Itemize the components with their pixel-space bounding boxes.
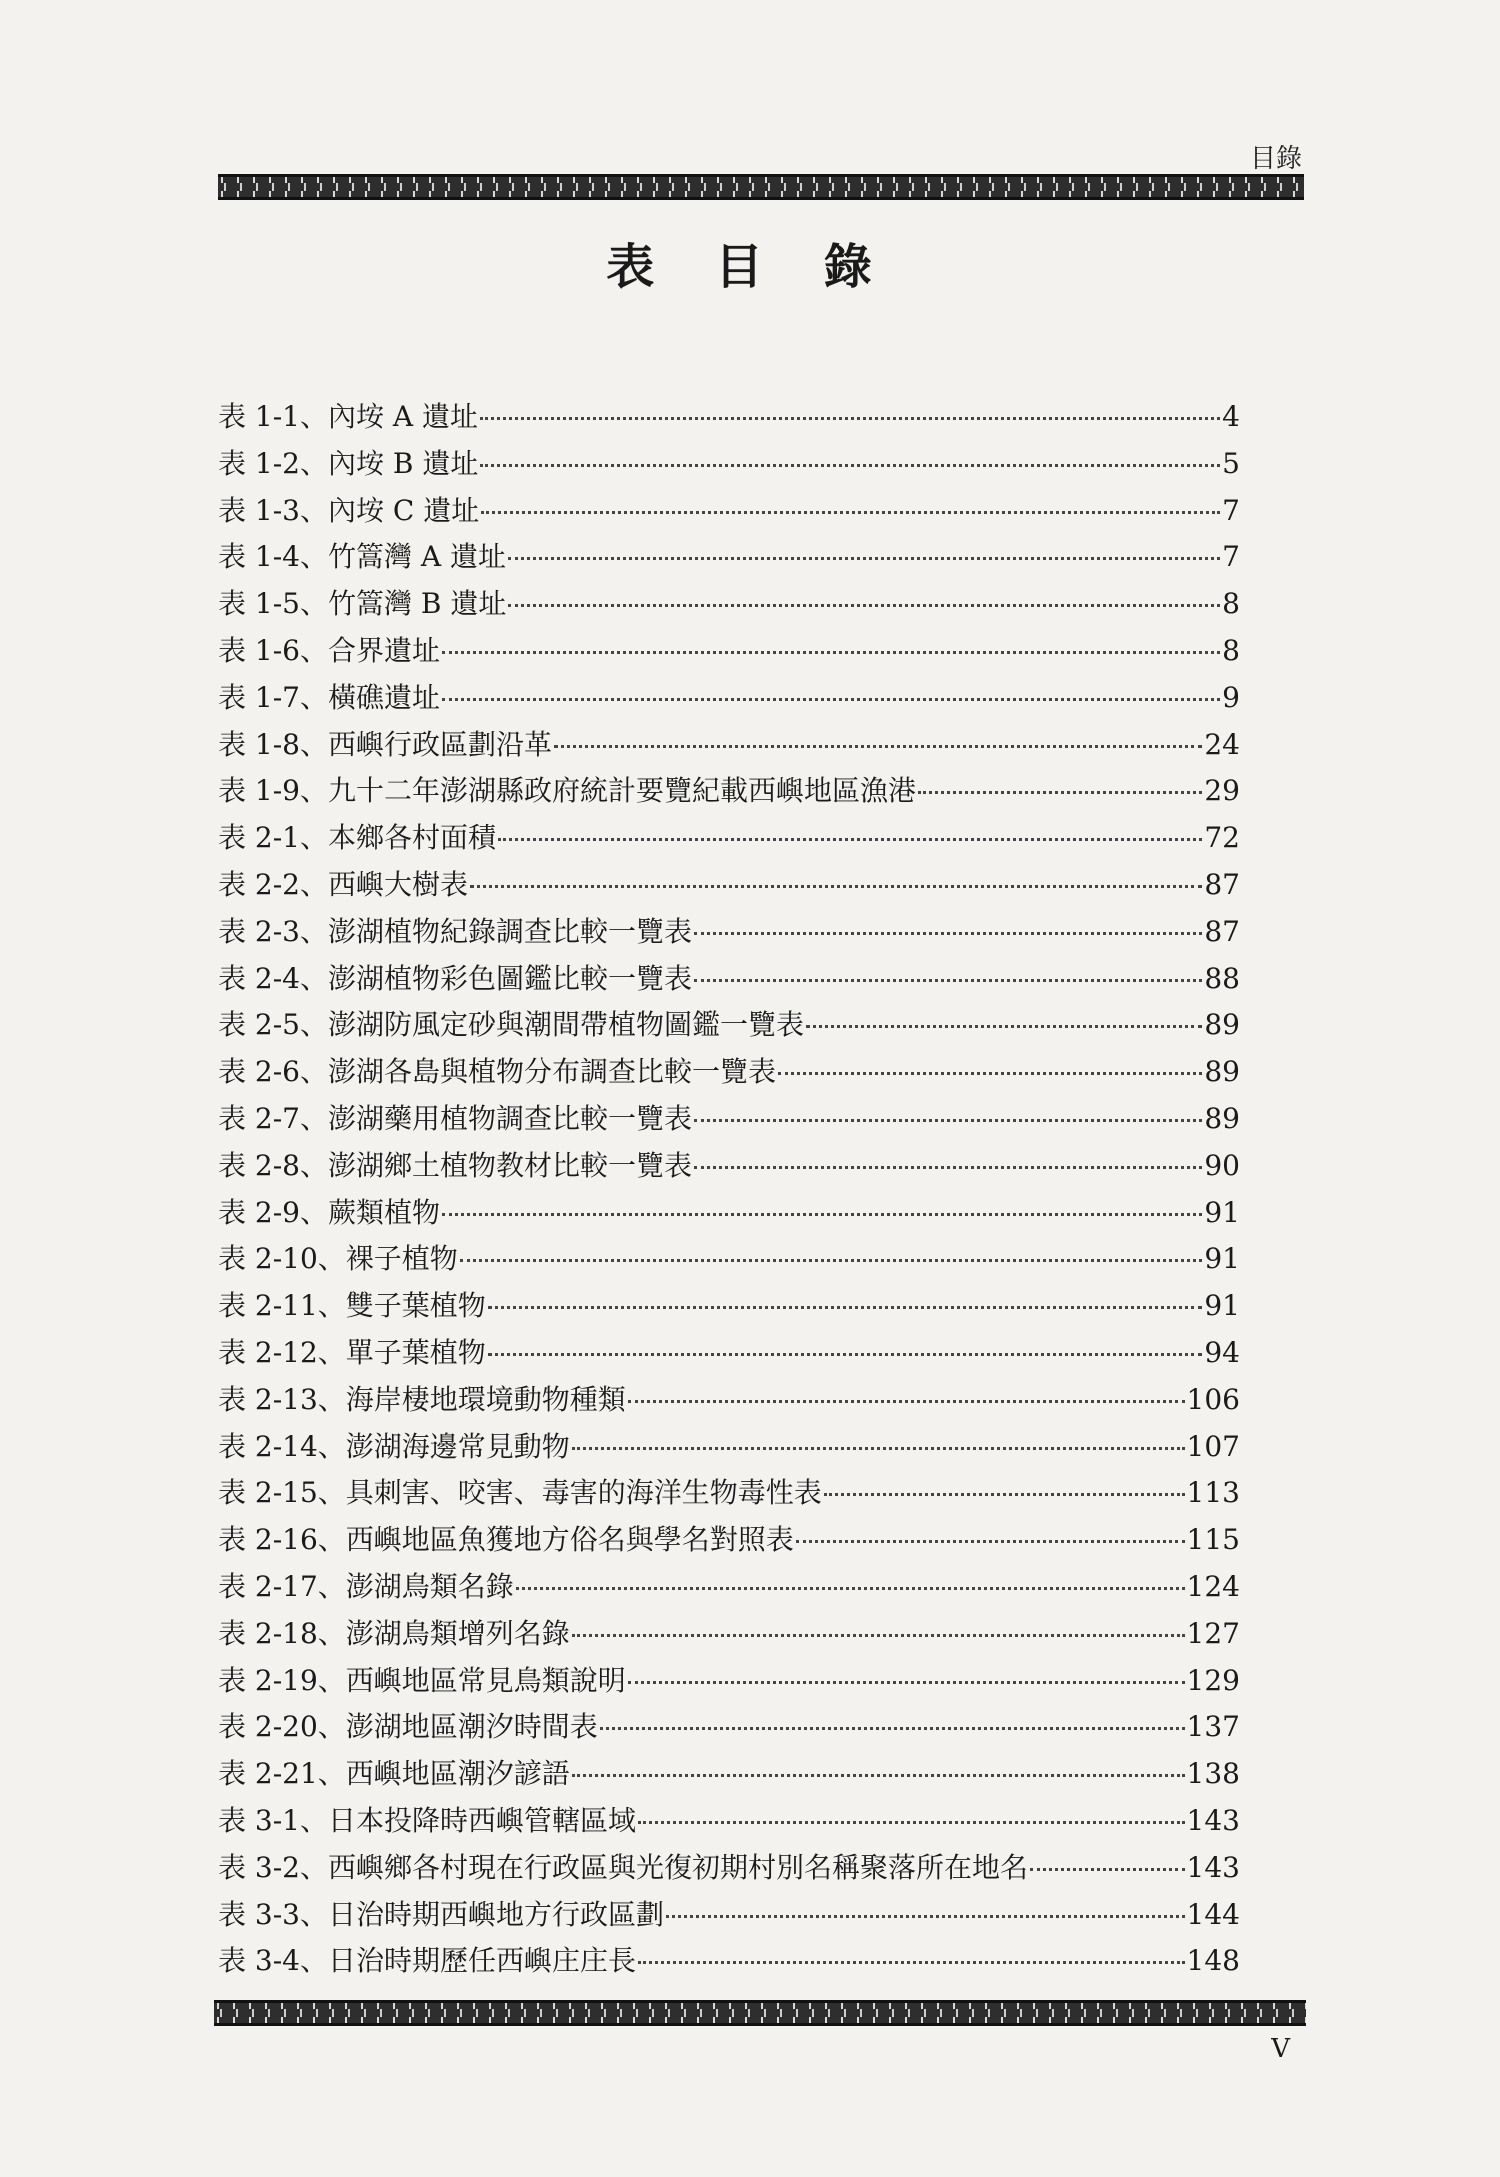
toc-entry-page: 107 [1186,1429,1240,1463]
toc-entry-page: 94 [1204,1335,1240,1369]
toc-entry-page: 127 [1186,1616,1240,1650]
toc-entry-page: 106 [1186,1382,1240,1416]
toc-entry-label: 表 3-3、日治時期西嶼地方行政區劃 [218,1897,664,1931]
dot-leader [572,1634,1185,1637]
toc-entry-page: 91 [1204,1289,1240,1323]
toc-entry-label: 表 3-2、西嶼鄉各村現在行政區與光復初期村別名稱聚落所在地名 [218,1850,1028,1884]
toc-entry-label: 表 3-4、日治時期歷任西嶼庄庄長 [218,1944,636,1978]
toc-entry-label: 表 1-2、內垵 B 遺址 [218,446,479,480]
toc-entry [218,1284,1240,1331]
dot-leader [806,1025,1202,1028]
dot-leader [488,1306,1203,1309]
toc-entry-page: 143 [1186,1850,1240,1884]
dot-leader [638,1821,1185,1824]
dot-leader [572,1774,1185,1777]
dot-leader [572,1447,1185,1450]
toc-entry-label: 表 1-1、內垵 A 遺址 [218,400,479,433]
dot-leader [480,464,1220,467]
toc-entry-page: 29 [1204,774,1240,808]
toc-entry-label: 表 2-1、本鄉各村面積 [218,821,496,855]
toc-entry [218,1003,1240,1050]
toc-entry-label: 表 2-9、蕨類植物 [218,1195,440,1229]
toc-entry-page: 24 [1204,727,1240,761]
toc-entry-label: 表 2-3、澎湖植物紀錄調查比較一覽表 [218,914,692,948]
toc-entry [218,1659,1240,1706]
toc-entry-label: 表 2-16、西嶼地區魚獲地方俗名與學名對照表 [218,1523,794,1557]
toc-entry [218,1518,1240,1565]
toc-entry [218,1471,1240,1518]
toc-entry [218,629,1240,676]
toc-entry [218,442,1240,489]
toc-entry-label: 表 2-12、單子葉植物 [218,1335,486,1369]
toc-entry [218,1378,1240,1425]
top-meander-border [218,174,1304,200]
toc-entry [218,816,1240,863]
toc-entry-page: 144 [1186,1897,1240,1931]
toc-entry-label: 表 2-19、西嶼地區常見鳥類說明 [218,1663,626,1697]
dot-leader [694,1166,1202,1169]
dot-leader [498,838,1202,841]
toc-entry [218,1705,1240,1752]
dot-leader [442,698,1220,701]
bottom-meander-border [214,2000,1306,2026]
toc-entry-label: 表 1-5、竹篙灣 B 遺址 [218,587,507,621]
toc-entry-page: 89 [1204,1055,1240,1089]
toc-entry-page: 7 [1222,493,1240,527]
toc-entry-page: 124 [1186,1569,1240,1603]
toc-entry-label: 表 2-21、西嶼地區潮汐諺語 [218,1757,570,1791]
dot-leader [481,511,1220,514]
dot-leader [1030,1868,1185,1871]
toc-entry-label: 表 1-6、合界遺址 [218,633,440,667]
toc-entry-label: 表 2-11、雙子葉植物 [218,1289,486,1323]
toc-entry [218,582,1240,629]
toc-entry-page: 91 [1204,1242,1240,1276]
toc-entry [218,1752,1240,1799]
toc-entry-label: 表 2-13、海岸棲地環境動物種類 [218,1382,626,1416]
toc-entry-label: 表 1-4、竹篙灣 A 遺址 [218,540,507,574]
toc-entry [218,1050,1240,1097]
toc-entry-page: 143 [1186,1803,1240,1837]
toc-entry-page: 87 [1204,867,1240,901]
toc-entry-page: 90 [1204,1148,1240,1182]
toc-entry-page: 148 [1186,1944,1240,1978]
dot-leader [516,1587,1185,1590]
dot-leader [824,1493,1185,1496]
toc-entry-page: 72 [1204,821,1240,855]
toc-entry-label: 表 2-6、澎湖各島與植物分布調查比較一覽表 [218,1055,776,1089]
toc-entry [218,676,1240,723]
dot-leader [554,745,1202,748]
toc-entry-page: 8 [1222,633,1240,667]
dot-leader [694,1119,1202,1122]
toc-entry-label: 表 2-18、澎湖鳥類增列名錄 [218,1616,570,1650]
toc-entry [218,769,1240,816]
toc-entry [218,1799,1240,1846]
toc-entry-label: 表 1-8、西嶼行政區劃沿革 [218,727,552,761]
dot-leader [508,557,1220,560]
toc-entry-label: 表 2-17、澎湖鳥類名錄 [218,1569,514,1603]
toc-entry [218,1846,1240,1893]
dot-leader [442,651,1220,654]
dot-leader [778,1072,1202,1075]
toc-entry-label: 表 2-7、澎湖藥用植物調查比較一覽表 [218,1101,692,1135]
dot-leader [628,1400,1185,1403]
dot-leader [488,1353,1203,1356]
toc-entry [218,1097,1240,1144]
toc-entry-label: 表 2-8、澎湖鄉土植物教材比較一覽表 [218,1148,692,1182]
toc-entry [218,395,1240,442]
dot-leader [918,791,1202,794]
toc-entry-label: 表 2-20、澎湖地區潮汐時間表 [218,1710,598,1744]
toc-entry-page: 88 [1204,961,1240,995]
toc-entry-label: 表 1-3、內垵 C 遺址 [218,493,480,527]
toc-entry-page: 113 [1186,1476,1240,1510]
dot-leader [470,885,1202,888]
toc-entry [218,863,1240,910]
toc-entry-page: 5 [1222,446,1240,480]
running-head: 目錄 [1249,144,1302,174]
toc-entry-page: 129 [1186,1663,1240,1697]
toc-entry-page: 115 [1186,1523,1240,1557]
toc-entry [218,910,1240,957]
toc-entry-page: 89 [1204,1008,1240,1042]
dot-leader [638,1961,1185,1964]
table-of-contents [218,395,1240,1986]
dot-leader [694,979,1202,982]
toc-entry [218,1893,1240,1940]
page-title: 表 目 錄 [606,239,894,295]
toc-entry-page: 89 [1204,1101,1240,1135]
toc-entry [218,957,1240,1004]
dot-leader [694,932,1202,935]
toc-entry-label: 表 3-1、日本投降時西嶼管轄區域 [218,1803,636,1837]
toc-entry-label: 表 1-9、九十二年澎湖縣政府統計要覽紀載西嶼地區漁港 [218,774,916,808]
page-number: V [1271,2034,1290,2064]
toc-entry [218,535,1240,582]
toc-entry [218,1331,1240,1378]
dot-leader [460,1259,1203,1262]
dot-leader [442,1213,1202,1216]
toc-entry-page: 4 [1222,400,1240,433]
dot-leader [508,604,1220,607]
toc-entry-label: 表 2-5、澎湖防風定砂與潮間帶植物圖鑑一覽表 [218,1008,804,1042]
toc-entry [218,1612,1240,1659]
toc-entry-page: 91 [1204,1195,1240,1229]
toc-entry-page: 7 [1222,540,1240,574]
toc-entry-label: 表 2-14、澎湖海邊常見動物 [218,1429,570,1463]
toc-entry-label: 表 1-7、橫礁遺址 [218,680,440,714]
toc-entry-page: 137 [1186,1710,1240,1744]
toc-entry-page: 87 [1204,914,1240,948]
toc-entry-label: 表 2-2、西嶼大樹表 [218,867,468,901]
toc-entry [218,1237,1240,1284]
toc-entry-label: 表 2-10、裸子植物 [218,1242,458,1276]
toc-entry-label: 表 2-15、具刺害、咬害、毒害的海洋生物毒性表 [218,1476,822,1510]
toc-entry [218,1565,1240,1612]
toc-entry [218,1939,1240,1986]
toc-entry [218,1425,1240,1472]
dot-leader [480,417,1220,420]
toc-entry [218,1191,1240,1238]
toc-entry-label: 表 2-4、澎湖植物彩色圖鑑比較一覽表 [218,961,692,995]
toc-entry-page: 8 [1222,587,1240,621]
toc-entry [218,489,1240,536]
toc-entry-page: 9 [1222,680,1240,714]
dot-leader [600,1727,1185,1730]
toc-entry [218,1144,1240,1191]
toc-entry-page: 138 [1186,1757,1240,1791]
dot-leader [666,1915,1185,1918]
toc-entry [218,723,1240,770]
dot-leader [628,1681,1185,1684]
dot-leader [796,1540,1185,1543]
